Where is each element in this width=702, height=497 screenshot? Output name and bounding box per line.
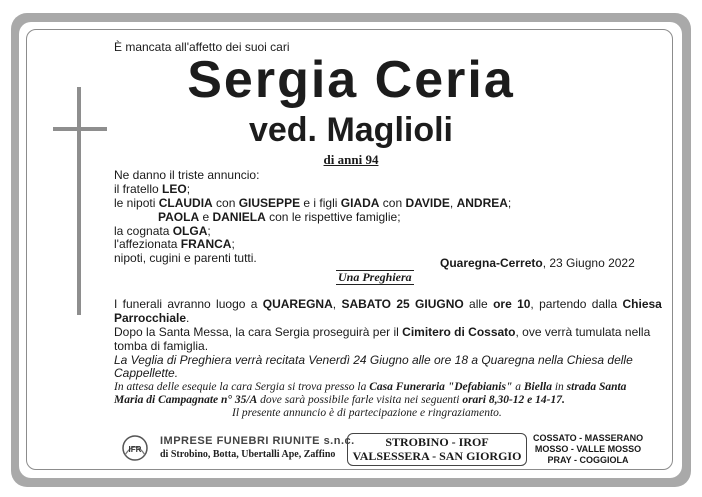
company-subtitle: di Strobino, Botta, Ubertalli Ape, Zaffino xyxy=(160,449,336,460)
funeral-line-9: Il presente annuncio è di partecipazione e ringraziamento. xyxy=(232,407,502,419)
age-line: di anni 94 xyxy=(323,152,379,167)
funeral-line-1: I funerali avranno luogo a QUAREGNA, SABATO 25 GIUGNO alle ore 10, partendo dalla Chiesa xyxy=(114,297,662,311)
prayer-title: Una Preghiera xyxy=(338,270,412,284)
funeral-line-5: La Veglia di Preghiera verrà recitata Venerdì 24 Giugno alle ore 18 a Quaregna nella Chiesa delle xyxy=(114,353,633,367)
locations-block xyxy=(533,433,643,466)
locations-line-1: COSSATO - MASSERANO xyxy=(533,433,644,443)
ifr-logo-icon xyxy=(119,435,151,461)
announcement-line-5: la cognata OLGA; xyxy=(114,224,211,238)
announcement-line-2: il fratello LEO; xyxy=(114,182,191,196)
announcement-line-7: nipoti, cugini e parenti tutti. xyxy=(114,251,257,265)
svg-text:IFR: IFR xyxy=(128,445,142,454)
funeral-line-4: tomba di famiglia. xyxy=(114,339,209,353)
agency-box xyxy=(347,433,527,466)
locations-line-2: MOSSO - VALLE MOSSO xyxy=(534,444,642,454)
funeral-line-7: In attesa delle esequie la cara Sergia si trova presso la Casa Funeraria "Defabianis" a Biella in strada Santa xyxy=(114,381,627,393)
announcement-line-4: PAOLA e DANIELA con le rispettive famiglie; xyxy=(158,210,401,224)
funeral-line-3: Dopo la Santa Messa, la cara Sergia proseguirà per il Cimitero di Cossato, ove verrà tumulata nella xyxy=(114,325,651,339)
announcement-line-1: Ne danno il triste annuncio: xyxy=(114,168,260,182)
funeral-line-2: Parrocchiale. xyxy=(114,311,190,325)
company-name: IMPRESE FUNEBRI RIUNITE s.n.c. xyxy=(160,435,355,447)
locations-line-3: PRAY - COGGIOLA xyxy=(547,455,629,465)
deceased-name: Sergia Ceria xyxy=(187,51,515,109)
widow-of: ved. Maglioli xyxy=(248,111,454,149)
place-date: Quaregna-Cerreto, 23 Giugno 2022 xyxy=(440,256,635,270)
agency-line-2: VALSESSERA - SAN GIORGIO xyxy=(352,449,522,463)
intro-text: È mancata all'affetto dei suoi cari xyxy=(114,40,290,54)
agency-line-1: STROBINO - IROF xyxy=(385,435,489,449)
funeral-line-6: Cappellette. xyxy=(114,366,179,380)
announcement-line-3: le nipoti CLAUDIA con GIUSEPPE e i figli GIADA con DAVIDE, ANDREA; xyxy=(114,196,512,210)
funeral-line-8: Maria di Campagnate n° 35/A dove sarà possibile farle visita nei seguenti orari 8,30-12 e 14-17. xyxy=(114,394,565,406)
announcement-line-6: l'affezionata FRANCA; xyxy=(114,237,235,251)
